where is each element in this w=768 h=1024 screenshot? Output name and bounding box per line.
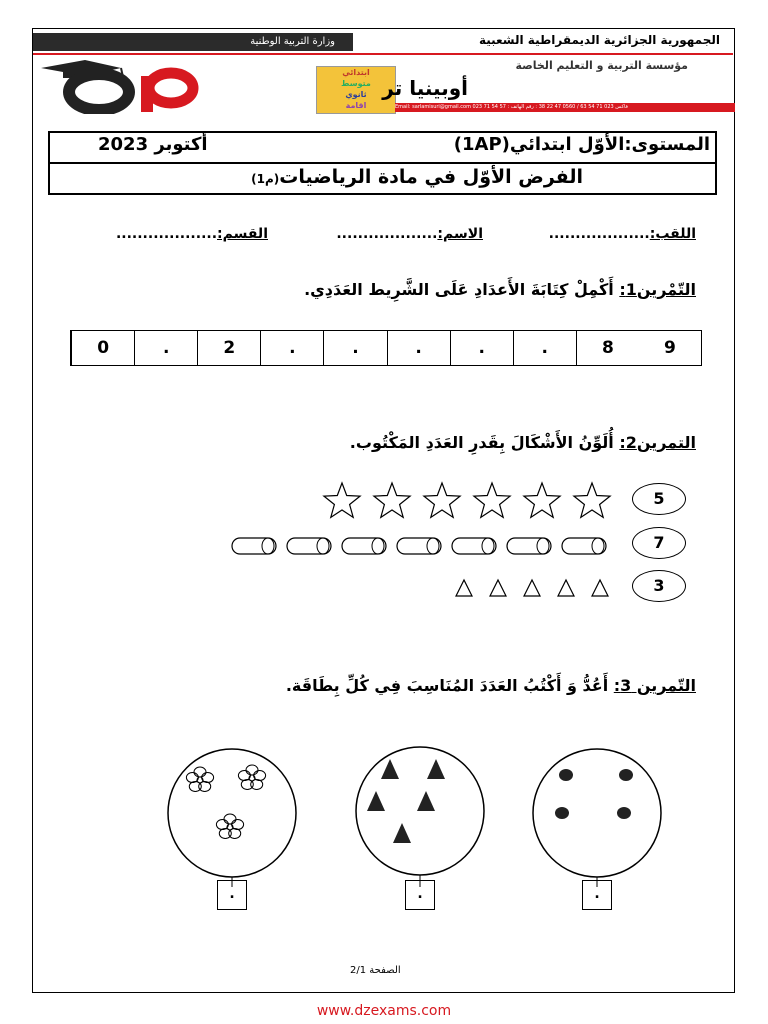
filled-triangle[interactable] xyxy=(393,823,411,843)
institution-name: مؤسسة التربية و التعليم الخاصة xyxy=(515,59,688,72)
strip-cell: 2 xyxy=(197,331,260,365)
capsule-end[interactable] xyxy=(427,538,439,554)
flower-petal[interactable] xyxy=(216,820,228,830)
republic-title: الجمهورية الجزائرية الديمقراطية الشعبية xyxy=(478,33,720,47)
dot-card-answer[interactable]: . xyxy=(582,880,612,910)
flower-petal[interactable] xyxy=(232,820,244,830)
exercise3-heading: التّمرين 3: أَعُدُّ وَ أَكْتُبُ العَدَدَ المُنَاسِبَ فِي كُلِّ بِطَاقَة. xyxy=(285,676,696,695)
triangle-shape[interactable] xyxy=(524,580,540,596)
flower-petal[interactable] xyxy=(254,771,266,781)
filled-dot[interactable] xyxy=(555,807,569,819)
info-divider xyxy=(48,162,717,164)
star-shape[interactable] xyxy=(574,483,610,517)
capsule-end[interactable] xyxy=(482,538,494,554)
class-field[interactable]: القسم:................... xyxy=(115,226,268,242)
flower-petal[interactable] xyxy=(202,773,214,783)
filled-dot[interactable] xyxy=(617,807,631,819)
contact-line: Email: sarlamisuri@gmail.com 023 71 54 57 : فاكس 023 71 54 63 / 0560 47 22 38 : رقم الهاتف xyxy=(395,103,735,112)
star-shape[interactable] xyxy=(524,483,560,517)
count-oval-capsules: 7 xyxy=(632,527,686,559)
capsule-shape[interactable] xyxy=(232,538,276,554)
exam-title: الفرض الأوّل في مادة الرياضيات(م1) xyxy=(251,166,583,188)
filled-triangle[interactable] xyxy=(427,759,445,779)
strip-cell: 0 xyxy=(71,331,134,365)
flower-card-answer[interactable]: . xyxy=(217,880,247,910)
triangle-card-answer[interactable]: . xyxy=(405,880,435,910)
exercise2-heading: التمرين2: أُلَوِّنُ الأَشْكَالَ بِقَدرِ العَدَدِ المَكْتُوب. xyxy=(349,433,696,452)
exercise1-heading: التّمْرين1: أَكْمِلْ كِتَابَةَ الأَعدَادِ عَلَى الشَّرِيط العَدَدِي. xyxy=(304,280,696,299)
flower-petal[interactable] xyxy=(238,771,250,781)
triangle-card xyxy=(356,747,484,887)
school-levels-sticker: ابتدائي متوسط ثانوي اقامة xyxy=(316,66,396,114)
capsule-shape[interactable] xyxy=(287,538,331,554)
name-field[interactable]: الاسم:................... xyxy=(336,226,483,242)
number-strip xyxy=(70,330,702,366)
strip-cell[interactable]: . xyxy=(260,331,323,365)
star-shape[interactable] xyxy=(374,483,410,517)
strip-cell: 8 xyxy=(576,331,639,365)
surname-field[interactable]: اللقب:................... xyxy=(548,226,696,242)
filled-dot[interactable] xyxy=(619,769,633,781)
filled-triangle[interactable] xyxy=(417,791,435,811)
capsule-shape[interactable] xyxy=(452,538,496,554)
filled-triangle[interactable] xyxy=(381,759,399,779)
header-divider xyxy=(33,53,733,55)
flower-petal[interactable] xyxy=(224,814,236,824)
flower-petal[interactable] xyxy=(246,765,258,775)
strip-cell[interactable]: . xyxy=(134,331,197,365)
stars-row[interactable] xyxy=(320,480,620,522)
capsule-shape[interactable] xyxy=(562,538,606,554)
filled-triangle[interactable] xyxy=(367,791,385,811)
capsules-row[interactable] xyxy=(228,534,618,558)
strip-cell[interactable]: . xyxy=(513,331,576,365)
triangle-shape[interactable] xyxy=(558,580,574,596)
count-oval-triangles: 3 xyxy=(632,570,686,602)
op-logo-icon xyxy=(33,58,213,114)
level-label: المستوى:الأوّل ابتدائي(1AP) xyxy=(453,134,710,155)
strip-cell[interactable]: . xyxy=(450,331,513,365)
capsule-end[interactable] xyxy=(372,538,384,554)
strip-cell[interactable]: . xyxy=(323,331,386,365)
strip-cell: 9 xyxy=(664,338,676,358)
triangle-shape[interactable] xyxy=(592,580,608,596)
ministry-band: وزارة التربية الوطنية xyxy=(33,33,353,51)
star-shape[interactable] xyxy=(424,483,460,517)
dot-card xyxy=(533,749,661,887)
capsule-end[interactable] xyxy=(262,538,274,554)
brand-name: أوبينيا تر xyxy=(382,76,468,100)
exam-date: أكتوبر 2023 xyxy=(98,134,208,155)
capsule-shape[interactable] xyxy=(397,538,441,554)
capsule-end[interactable] xyxy=(592,538,604,554)
flower-petal[interactable] xyxy=(194,767,206,777)
website-link[interactable]: www.dzexams.com xyxy=(316,1003,452,1019)
capsule-end[interactable] xyxy=(537,538,549,554)
capsule-shape[interactable] xyxy=(507,538,551,554)
filled-dot[interactable] xyxy=(559,769,573,781)
capsule-end[interactable] xyxy=(317,538,329,554)
count-oval-stars: 5 xyxy=(632,483,686,515)
page-number: الصفحة 2/1 xyxy=(350,965,401,976)
flower-petal[interactable] xyxy=(186,773,198,783)
star-shape[interactable] xyxy=(474,483,510,517)
strip-cell[interactable]: . xyxy=(387,331,450,365)
star-shape[interactable] xyxy=(324,483,360,517)
triangle-shape[interactable] xyxy=(490,580,506,596)
triangles-row[interactable] xyxy=(448,574,618,602)
triangle-shape[interactable] xyxy=(456,580,472,596)
flower-card xyxy=(168,749,296,887)
capsule-shape[interactable] xyxy=(342,538,386,554)
